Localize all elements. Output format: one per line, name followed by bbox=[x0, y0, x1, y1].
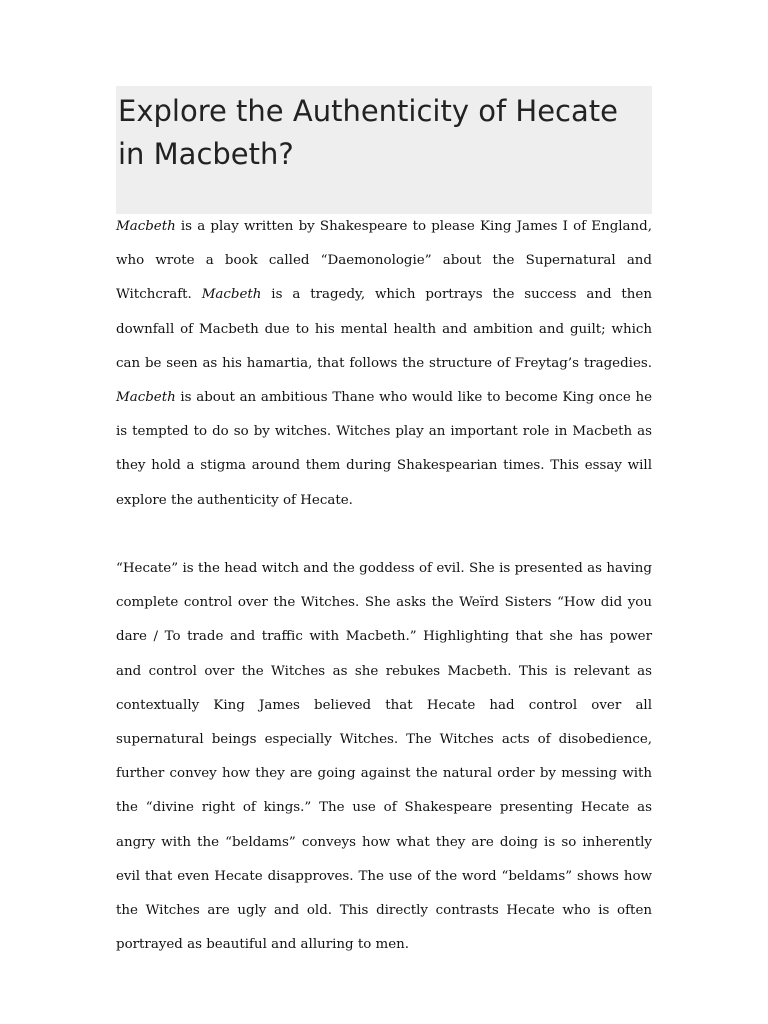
paragraph-1 bbox=[116, 210, 652, 518]
paragraph-1-segment-2: is a tragedy, which portrays the success and then downfall of Macbeth due to his mental health and ambition and guilt; which can be seen as his hamartia, that follows the structure of Freytag’s tragedies. bbox=[116, 287, 652, 371]
italic-play-title: Macbeth bbox=[116, 219, 176, 234]
paragraph-2: “Hecate” is the head witch and the goddess of evil. She is presented as having complete control over the Witches. She asks the Weïrd Sisters “How did you dare / To trade and traffic with Macbeth.” Highlighting that she has power and control over the Witches as she rebukes Macbeth. This is relevant as contextually King James believed that Hecate had control over all supernatural beings especially Witches. The Witches acts of disobedience, further convey how they are going against the natural order by messing with the “divine right of kings.” The use of Shakespeare presenting Hecate as angry with the “beldams” conveys how what they are doing is so inherently evil that even Hecate disapproves. The use of the word “beldams” shows how the Witches are ugly and old. This directly contrasts Hecate who is often portrayed as beautiful and alluring to men. bbox=[116, 561, 652, 953]
italic-play-title: Macbeth bbox=[201, 287, 262, 303]
title-block bbox=[116, 86, 652, 214]
italic-play-title: Macbeth bbox=[116, 390, 176, 406]
document-title: Explore the Authenticity of Hecate in Macbeth? bbox=[118, 94, 618, 171]
paragraph-1-segment-3: is about an ambitious Thane who would like to become King once he is tempted to do so by witches. Witches play an important role in Macbeth as they hold a stigma around them during Shakespearian times. This essay will explore the authenticity of Hecate. bbox=[116, 390, 652, 508]
paragraph-1-segment-1: is a play written by Shakespeare to please King James I of England, who wrote a book called “Daemonologie” about the Supernatural and Witchcraft. bbox=[116, 219, 652, 303]
